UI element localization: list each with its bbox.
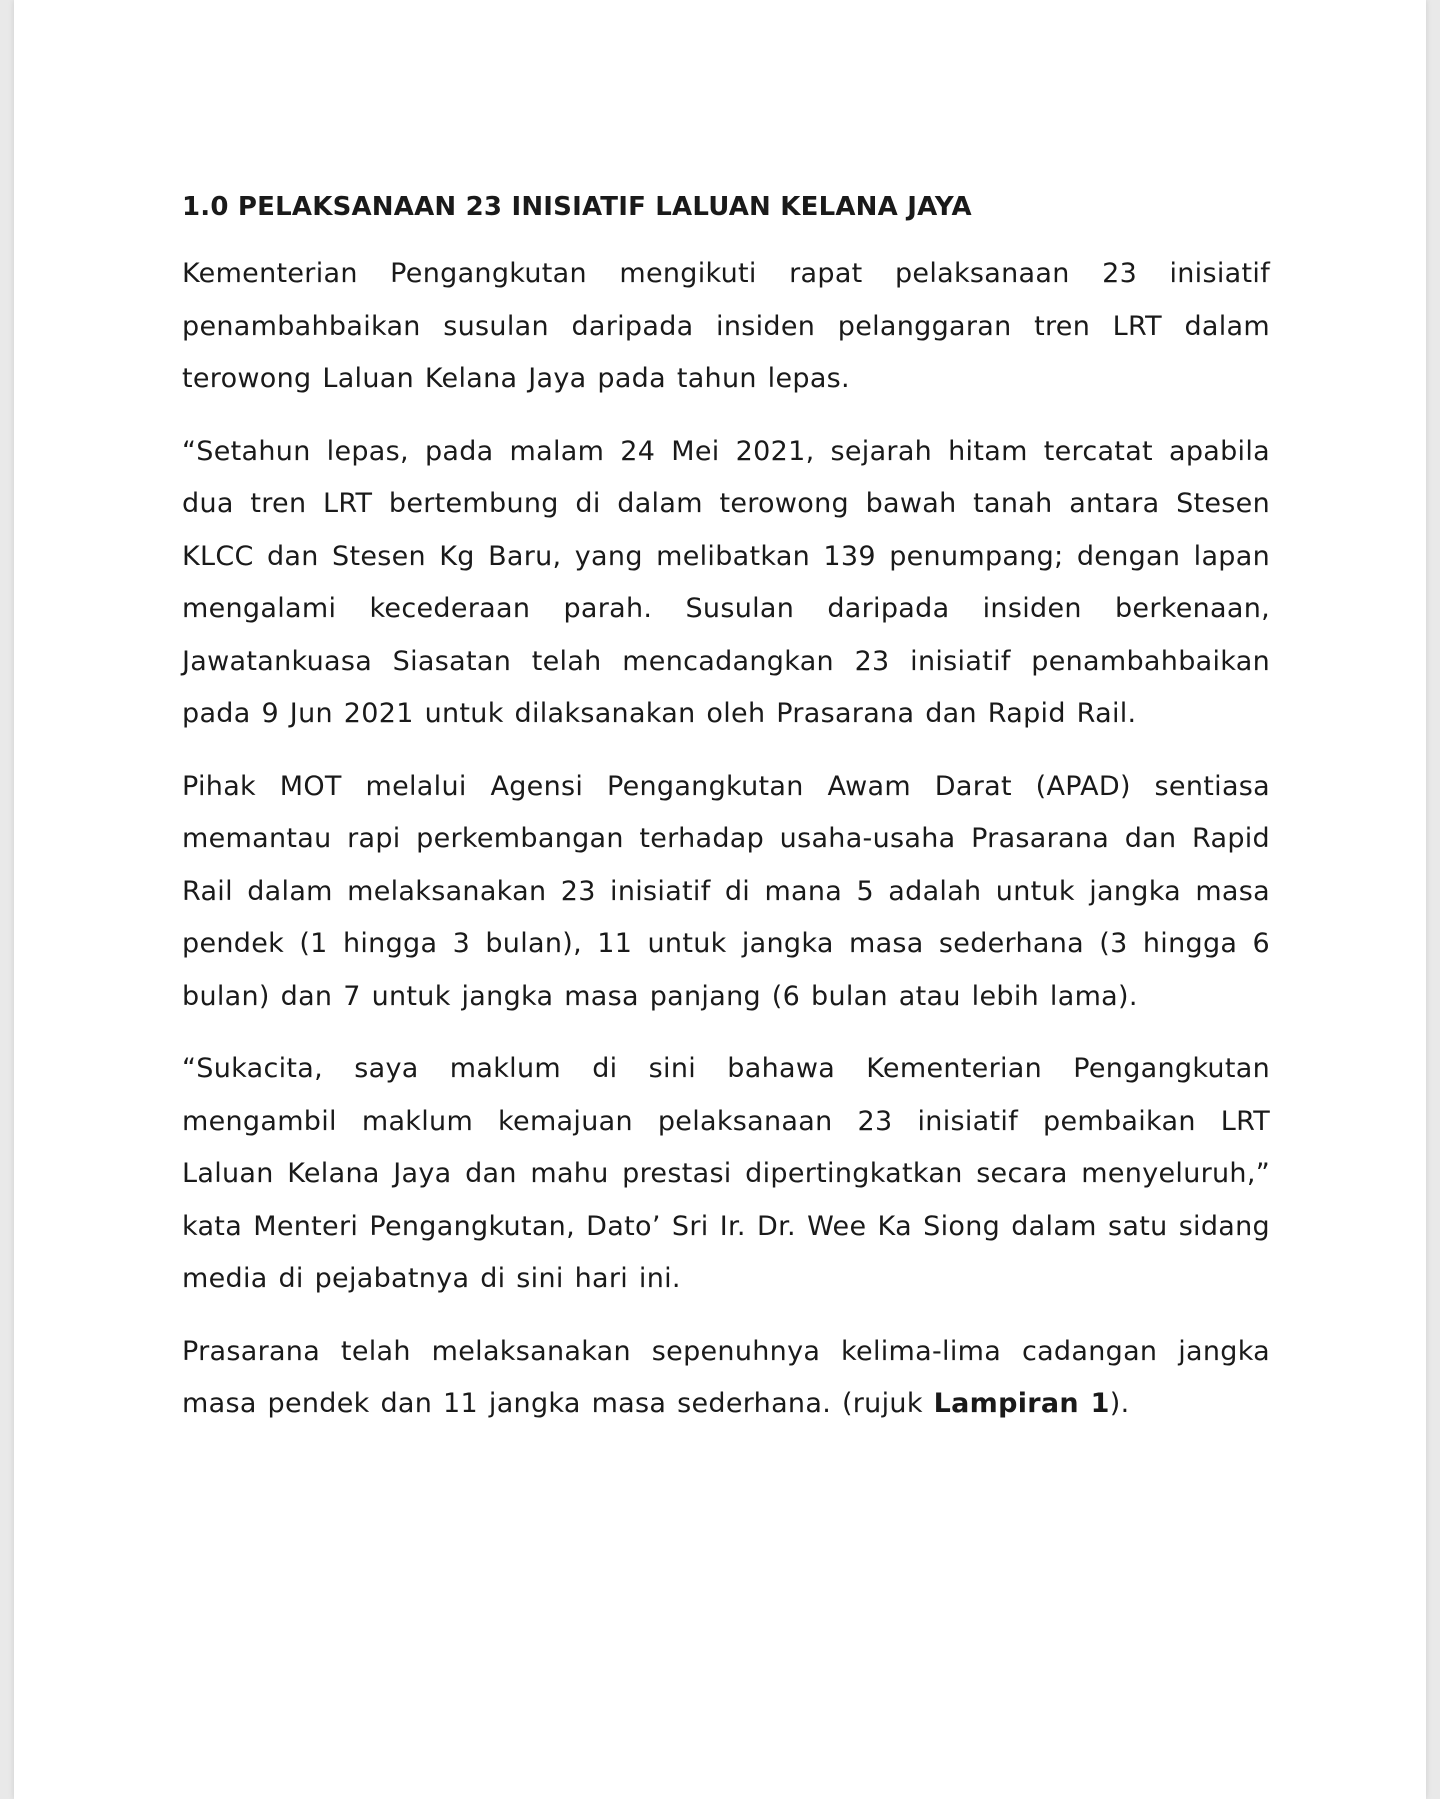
paragraph-4: “Sukacita, saya maklum di sini bahawa Kementerian Pengangkutan mengambil maklum kemajuan pelaksanaan 23 inisiatif pembaikan LRT Laluan Kelana Jaya dan mahu prestasi dipertingkatkan secara menyeluruh,” kata Menteri Pengangkutan, Dato’ Sri Ir. Dr. Wee Ka Siong dalam satu sidang media di pejabatnya di sini hari ini. <box>182 1053 1270 1294</box>
appendix-reference: Lampiran 1 <box>933 1388 1110 1419</box>
paragraph-2: “Setahun lepas, pada malam 24 Mei 2021, sejarah hitam tercatat apabila dua tren LRT bertembung di dalam terowong bawah tanah antara Stesen KLCC dan Stesen Kg Baru, yang melibatkan 139 penumpang; dengan lapan mengalami kecederaan parah. Susulan daripada insiden berkenaan, Jawatankuasa Siasatan telah mencadangkan 23 inisiatif penambahbaikan pada 9 Jun 2021 untuk dilaksanakan oleh Prasarana dan Rapid Rail. <box>182 435 1270 729</box>
document-body <box>182 188 1270 1451</box>
paragraph-1: Kementerian Pengangkutan mengikuti rapat pelaksanaan 23 inisiatif penambahbaikan susulan daripada insiden pelanggaran tren LRT dalam terowong Laluan Kelana Jaya pada tahun lepas. <box>182 258 1270 394</box>
document-page <box>14 0 1426 1799</box>
paragraph-5 <box>182 1326 1270 1431</box>
section-heading: 1.0 PELAKSANAAN 23 INISIATIF LALUAN KELANA JAYA <box>182 192 972 222</box>
paragraph-5-text-before: Prasarana telah melaksanakan sepenuhnya kelima-lima cadangan jangka masa pendek dan 11 jangka masa sederhana. (rujuk <box>182 1335 1270 1419</box>
paragraph-5-text-after: ). <box>1109 1388 1130 1419</box>
paragraph-3: Pihak MOT melalui Agensi Pengangkutan Awam Darat (APAD) sentiasa memantau rapi perkembangan terhadap usaha-usaha Prasarana dan Rapid Rail dalam melaksanakan 23 inisiatif di mana 5 adalah untuk jangka masa pendek (1 hingga 3 bulan), 11 untuk jangka masa sederhana (3 hingga 6 bulan) dan 7 untuk jangka masa panjang (6 bulan atau lebih lama). <box>182 770 1270 1012</box>
